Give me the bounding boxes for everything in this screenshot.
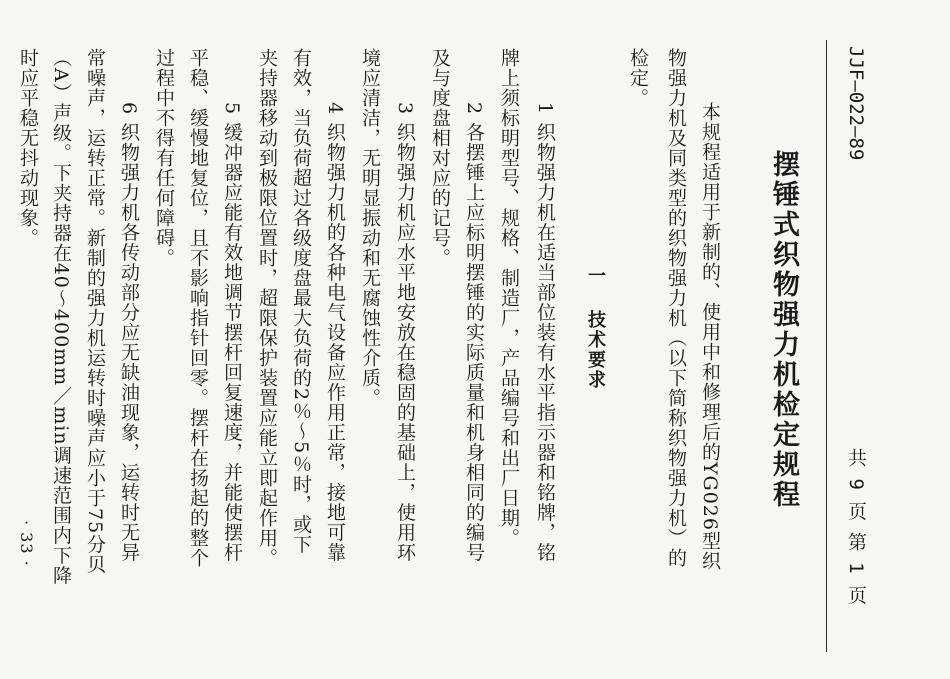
body-line: 夹持器移动到极限位置时，超限保护装置应能立即起作用。 <box>256 48 278 568</box>
body-line: 6 织物强力机各传动部分应无缺油现象，运转时无异 <box>118 102 140 563</box>
section-title: 技术要求 <box>585 310 606 390</box>
body-line: 过程中不得有任何障碍。 <box>153 48 175 268</box>
body-line: （A）声级。下夹持器在40～400mm／min调速范围内下降 <box>50 48 72 586</box>
body-line: 境应清洁，无明显振动和无腐蚀性介质。 <box>359 48 381 408</box>
section-number: 一 <box>585 266 606 286</box>
body-line: 时应平稳无抖动现象。 <box>17 48 39 248</box>
body-line: 平稳、缓慢地复位，且不影响指针回零。摆杆在扬起的整个 <box>187 48 209 568</box>
body-line: 3 织物强力机应水平地安放在稳固的基础上，使用环 <box>394 102 416 563</box>
page-number: · 33 · <box>17 520 36 567</box>
body-line: 2 各摆锤上应标明摆锤的实际质量和机身相同的编号 <box>463 102 485 563</box>
intro-line: 物强力机及同类型的织物强力机（以下简称织物强力机）的 <box>665 48 687 568</box>
intro-line: 检定。 <box>627 48 649 108</box>
document-title: 摆锤式织物强力机检定规程 <box>768 150 799 510</box>
body-line: 及与度盘相对应的记号。 <box>429 48 451 268</box>
body-line: 有效，当负荷超过各级度盘最大负荷的2％～5％时，或下 <box>290 48 312 555</box>
intro-line: 本规程适用于新制的、使用中和修理后的YG026型织 <box>699 102 721 571</box>
body-line: 1 织物强力机在适当部位装有水平指示器和铭牌，铭 <box>534 102 556 563</box>
document-code: JJF—022—89 <box>845 46 867 161</box>
body-line: 牌上须标明型号、规格、制造厂，产品编号和出厂日期。 <box>498 48 520 548</box>
body-line: 5 缓冲器应能有效地调节摆杆回复速度，并能使摆杆 <box>221 102 243 563</box>
body-line: 4 织物强力机的各种电气设备应作用正常，接地可靠 <box>324 102 346 563</box>
body-line: 常噪声，运转正常。新制的强力机运转时噪声应小于75分贝 <box>84 48 106 575</box>
page-count: 共 9 页 第 1 页 <box>845 448 867 605</box>
header-rule <box>826 40 827 652</box>
